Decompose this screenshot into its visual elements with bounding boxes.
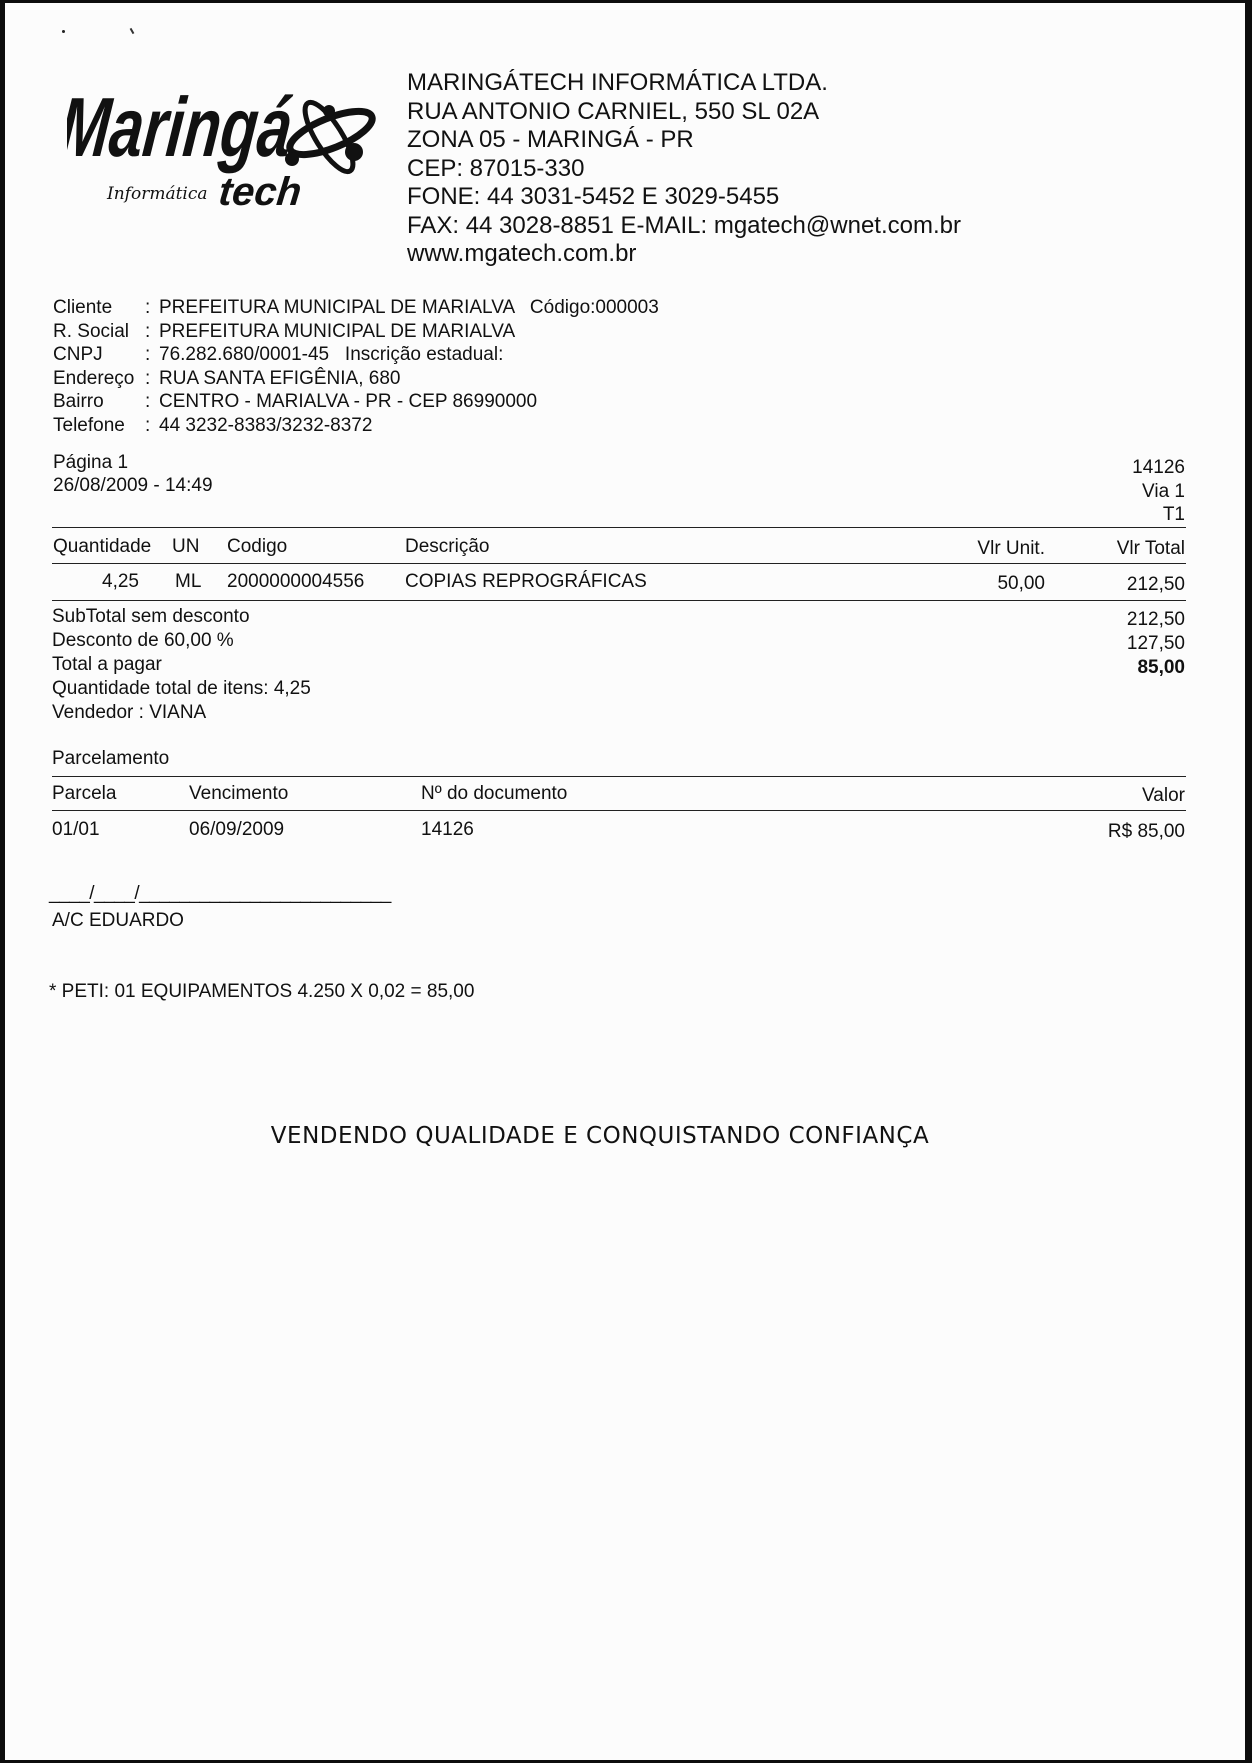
client-label: Cliente — [53, 297, 113, 318]
company-zone: ZONA 05 - MARINGÁ - PR — [407, 126, 694, 153]
item-description: COPIAS REPROGRÁFICAS — [405, 571, 647, 592]
installments-header-rule — [52, 810, 1186, 811]
client-separator: : — [145, 391, 151, 413]
seller-label: Vendedor : VIANA — [52, 702, 207, 723]
client-separator: : — [145, 297, 151, 318]
client-label: R. Social — [53, 320, 130, 342]
scan-speck — [130, 28, 135, 34]
client-separator: : — [145, 344, 151, 366]
table-bottom-rule — [52, 600, 1186, 601]
client-row — [53, 367, 659, 391]
client-value: 76.282.680/0001-45 Inscrição estadual: — [159, 344, 504, 366]
client-value: 44 3232-8383/3232-8372 — [159, 414, 373, 436]
discount-value: 127,50 — [1126, 633, 1185, 654]
page-number: Página 1 — [53, 452, 129, 473]
client-separator: : — [145, 367, 151, 389]
installment-due-date: 06/09/2009 — [189, 819, 285, 840]
installments-top-rule — [52, 776, 1186, 777]
logo-sub-tech: tech — [216, 170, 304, 214]
header-value: Valor — [1142, 785, 1185, 806]
discount-label: Desconto de 60,00 % — [52, 630, 234, 651]
company-logo-graphic — [67, 59, 412, 219]
logo-brand-text: Maringá — [67, 80, 387, 174]
logo-sub-informatica: Informática — [107, 184, 208, 204]
item-quantity: 4,25 — [102, 571, 139, 592]
item-total: 212,50 — [1126, 574, 1185, 595]
client-separator: : — [145, 414, 151, 436]
client-row — [53, 296, 659, 320]
client-value: PREFEITURA MUNICIPAL DE MARIALVA Código:000003 — [159, 297, 659, 318]
header-due-date: Vencimento — [189, 783, 289, 804]
total-value: 85,00 — [1137, 657, 1185, 678]
header-unit-price: Vlr Unit. — [977, 538, 1045, 559]
total-quantity-label: Quantidade total de itens: 4,25 — [52, 678, 311, 699]
company-cep: CEP: 87015-330 — [407, 154, 585, 182]
terminal-code: T1 — [1162, 504, 1185, 525]
header-total: Vlr Total — [1116, 538, 1185, 559]
header-code: Codigo — [227, 536, 288, 557]
slogan: VENDENDO QUALIDADE E CONQUISTANDO CONFIANÇA — [270, 1123, 930, 1149]
scan-speck — [62, 30, 65, 33]
subtotal-label: SubTotal sem desconto — [52, 606, 250, 627]
copy-via: Via 1 — [1142, 481, 1185, 502]
company-phone: FONE: 44 3031-5452 E 3029-5455 — [407, 183, 780, 210]
client-label: Telefone — [53, 414, 125, 436]
item-unit-price: 50,00 — [997, 573, 1045, 594]
company-logo — [67, 59, 412, 219]
table-top-rule — [52, 527, 1186, 528]
client-info — [53, 296, 659, 438]
subtotal-value: 212,50 — [1126, 609, 1185, 630]
client-value: PREFEITURA MUNICIPAL DE MARIALVA — [159, 320, 516, 342]
installment-value: R$ 85,00 — [1107, 821, 1185, 842]
installment-parcel: 01/01 — [52, 819, 100, 840]
header-description: Descrição — [405, 536, 490, 557]
attention-label: A/C EDUARDO — [52, 910, 184, 931]
header-document-number: Nº do documento — [421, 783, 568, 804]
installment-document-number: 14126 — [421, 819, 474, 840]
company-name: MARINGÁTECH INFORMÁTICA LTDA. — [407, 69, 828, 96]
issue-datetime: 26/08/2009 - 14:49 — [53, 475, 213, 496]
document-number: 14126 — [1132, 457, 1185, 478]
client-label: Endereço — [53, 367, 135, 389]
client-row — [53, 390, 659, 414]
client-separator: : — [145, 320, 151, 342]
signature-date-line: ____/____/_________________________ — [49, 883, 391, 904]
client-label: Bairro — [53, 391, 104, 413]
client-row — [53, 343, 659, 367]
client-row — [53, 414, 659, 438]
item-unit: ML — [175, 571, 202, 592]
client-label: CNPJ — [53, 344, 103, 366]
item-code: 2000000004556 — [227, 571, 365, 592]
footnote: * PETI: 01 EQUIPAMENTOS 4.250 X 0,02 = 85,00 — [49, 981, 475, 1002]
logo-atom-icon — [285, 96, 378, 178]
client-value: CENTRO - MARIALVA - PR - CEP 86990000 — [159, 391, 538, 413]
table-header-rule — [52, 563, 1186, 564]
header-unit: UN — [172, 536, 200, 557]
company-info — [407, 69, 961, 269]
client-row — [53, 320, 659, 344]
header-parcel: Parcela — [52, 783, 117, 804]
company-fax-email: FAX: 44 3028-8851 E-MAIL: mgatech@wnet.com.br — [407, 211, 961, 239]
client-value: RUA SANTA EFIGÊNIA, 680 — [159, 367, 401, 389]
total-label: Total a pagar — [52, 654, 162, 675]
invoice-page — [5, 3, 1245, 1760]
company-address: RUA ANTONIO CARNIEL, 550 SL 02A — [407, 97, 820, 125]
header-quantity: Quantidade — [53, 536, 152, 557]
installments-title: Parcelamento — [52, 748, 170, 769]
company-website: www.mgatech.com.br — [407, 240, 637, 267]
